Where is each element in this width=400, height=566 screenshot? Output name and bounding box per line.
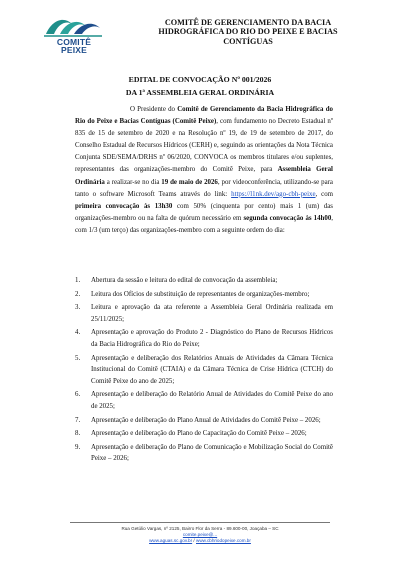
agenda-item <box>75 353 333 388</box>
agenda-item-text: Apresentação e aprovação do Produto 2 - Diagnóstico do Plano de Recursos Hídricos da Bacia Hidrográfica do Rio do Peixe; <box>91 329 333 348</box>
agenda-item-text: Leitura e aprovação da ata referente a Assembleia Geral Ordinária realizada em 25/11/2025; <box>91 304 333 323</box>
para-text: a realizar-se no dia <box>104 178 162 186</box>
agenda-item-text: Apresentação e deliberação dos Relatórios Anuais de Atividades da Câmara Técnica Institucional do Comitê (CTAIA) e da Câmara Técnica de Crise Hídrica (CTCH) do Comitê Peixe do ano de 2025; <box>91 354 333 385</box>
para-text: O Presidente do <box>130 106 178 113</box>
para-text: , com fundamento no Decreto Estadual nº 835 de 15 de setembro de 2020 e na Resolução nº 19, de 19 de setembro de 2017, do Conselho Estadual de Recursos Hídricos (CERH) e, seguindo as orientações da Nota Técnica Conjunta SDE/SEMA/DRHS nº 06/2020, CONVOCA os membros titulares e/ou suplentes, representantes das organizações-membro do Comitê Peixe, para <box>75 118 333 174</box>
agenda-item-number: 9. <box>75 443 81 451</box>
footer-separator: / <box>192 538 196 543</box>
convocation-paragraph <box>75 104 333 237</box>
agenda-item-text: Leitura dos Ofícios de substituição de representantes de organizações-membro; <box>91 290 310 298</box>
agenda-item-text: Apresentação e deliberação do Plano Anual de Atividades do Comitê Peixe – 2026; <box>91 416 321 424</box>
edital-number: EDITAL DE CONVOCAÇÃO Nº 001/2026 <box>128 75 272 84</box>
agenda-item-number: 8. <box>75 430 81 438</box>
comite-peixe-logo <box>38 14 108 60</box>
para-text: , com 1/3 (um terço) das organizações-membro com a seguinte ordem do dia: <box>75 214 334 234</box>
para-text: com 50% (cinquenta por cento) mais 1 (um) das organizações-membro ou na falta de quórum necessário em <box>75 202 333 222</box>
wave-logo-icon <box>42 14 104 38</box>
footer-website-link-cbh[interactable]: www.cbhriodopeixe.com.br <box>196 538 251 543</box>
agenda-item <box>75 289 333 301</box>
para-text: , por videoconferência, utilizando-se para tanto o software Microsoft Teams através do link: <box>75 178 333 198</box>
agenda-item <box>75 428 333 440</box>
agenda-item <box>75 327 333 350</box>
agenda-item-number: 4. <box>75 329 81 337</box>
para-bold-committee: Comitê de Gerenciamento da Bacia Hidrográfica do Rio do Peixe e Bacias Contíguas (Comitê Peixe) <box>75 106 333 126</box>
agenda-item-number: 1. <box>75 277 81 284</box>
agenda-item <box>75 275 333 287</box>
footer-email-link[interactable]: comite.peixe@... <box>182 532 218 537</box>
para-bold-date: 19 de maio de 2026 <box>161 178 218 186</box>
footer <box>0 526 400 544</box>
logo-wordmark <box>44 38 104 54</box>
para-bold-first-call: primeira convocação às 13h30 <box>75 202 173 210</box>
footer-address: Rua Getúlio Vargas, nº 2125, Bairro Flor da Serra - 89.600-00, Joaçaba – SC <box>121 526 279 531</box>
para-bold-second-call: segunda convocação às 14h00 <box>243 214 332 222</box>
agenda-list <box>75 275 333 467</box>
footer-website-link-aguas[interactable]: www.aguas.sc.gov.br <box>149 538 193 543</box>
agenda-item-number: 5. <box>75 354 81 362</box>
agenda-item-number: 3. <box>75 304 81 312</box>
logo-text-line2: PEIXE <box>60 45 88 55</box>
agenda-item-number: 2. <box>75 290 81 298</box>
agenda-item-text: Apresentação e deliberação do Relatório Anual de Atividades do Comitê Peixe do ano de 2025; <box>91 391 333 410</box>
logo-text-line1: COMITÊ <box>56 37 92 47</box>
footer-divider <box>70 522 330 523</box>
letterhead <box>38 14 368 64</box>
agenda-item <box>75 415 333 427</box>
teams-meeting-link[interactable]: https://l1nk.dev/ago-cbh-peixe <box>231 190 316 198</box>
agenda-item <box>75 389 333 412</box>
agenda-item <box>75 442 333 465</box>
agenda-item-text: Apresentação e deliberação do Plano de Capacitação do Comitê Peixe – 2026; <box>91 430 307 438</box>
para-text: , com <box>315 190 334 198</box>
agenda-item-number: 6. <box>75 391 81 399</box>
para-bold-assembly: Assembleia Geral Ordinária <box>75 166 333 186</box>
agenda-item-text: Abertura da sessão e leitura do edital de convocação da assembleia; <box>91 277 278 284</box>
agenda-item-number: 7. <box>75 416 81 424</box>
agenda-item <box>75 302 333 325</box>
edital-heading <box>0 75 400 101</box>
assembly-title: DA 1ª ASSEMBLEIA GERAL ORDINÁRIA <box>125 88 275 97</box>
agenda-item-text: Apresentação e deliberação do Plano de Comunicação e Mobilização Social do Comitê Peixe – 2026; <box>91 443 333 463</box>
organization-title: COMITÊ DE GERENCIAMENTO DA BACIA HIDROGRÁFICA DO RIO DO PEIXE E BACIAS CONTÍGUAS <box>158 18 338 46</box>
